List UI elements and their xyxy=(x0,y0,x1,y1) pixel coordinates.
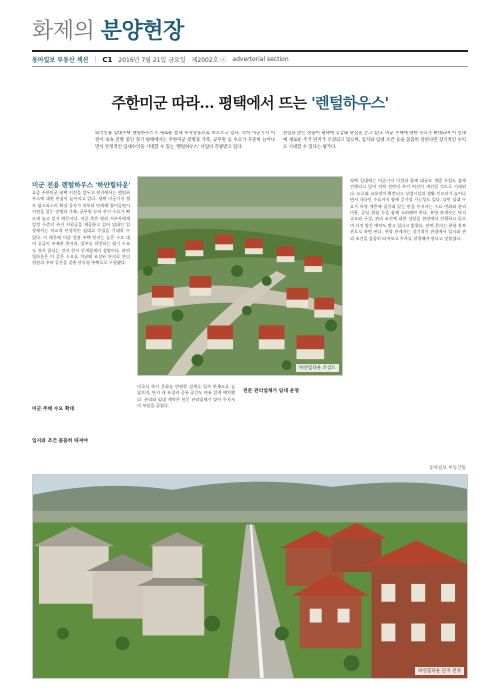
folio-paper: 동아일보 부동산 섹션 xyxy=(32,57,89,64)
midhead-2: 전문 관리업체가 임대 운영 xyxy=(243,389,299,394)
aerial-photo xyxy=(137,176,343,376)
midhead-1: 미군 주택 수요 확대 xyxy=(32,407,75,412)
folio-bar xyxy=(32,53,468,66)
lead-paragraph-left: 외국인용 임대주택 렌털하우스가 새로운 틈새 투자상품으로 떠오르고 있다. 특히 미군기지 이전이 속속 진행 중인 경기 평택에서는 주한미군 장병과 가족, 군무원 등 수요가 꾸준히 늘어나면서 안정적인 임대수익을 기대할 수 있는 '렌털하우스' 사업이 각광받고 있다. xyxy=(95,131,275,150)
title-rule xyxy=(32,50,468,52)
headline-quote: '렌털하우스' xyxy=(311,94,389,112)
folio-page: C1 xyxy=(102,55,113,64)
body-column-b: 미국식 주거 문화를 반영한 설계로 입주 만족도를 높였으며, 단지 내 조경과 공용 공간도 여유 있게 배치했다. 관리와 임대 계약은 전문 관리업체가 맡아 투자자의 부담을 줄였다. xyxy=(137,384,235,409)
section-title-bold: 분양현장 xyxy=(100,19,184,44)
body-column-d: 평택 일대에는 미군기지 이전과 함께 대규모 개발 사업도 함께 진행되고 있어 지역 전반의 주거 여건이 개선될 것으로 기대된다. 도로와 교통망이 확충되고 상업시설과 생활 인프라가 늘어나면서 내국인 수요까지 함께 증가할 가능성도 있다. 다만 임대 수요가 특정 계층에 집중돼 있는 만큼 투자자는 수요 변화와 관리 비용, 공실 위험 등을 함께 고려해야 한다. 분양 관계자는 단지 규모와 구성, 관리 조건에 대한 상담을 현장에서 진행하고 있으며 사전 방문 예약도 받고 있다고 밝혔다. 관련 문의는 분양 홍보관으로 하면 된다. 현장 관계자는 장기적인 관점에서 입지와 관리 조건을 꼼꼼히 따져보고 투자를 결정해야 한다고 덧붙였다. xyxy=(350,178,466,241)
folio-rule xyxy=(32,66,468,67)
estate-photo-caption: 하얀힐타운 단지 전경 xyxy=(415,667,464,675)
subhead: 미군 전용 렌털하우스 '하얀힐타운' xyxy=(32,181,131,189)
lead-paragraph-right: 관심을 받는 상품이 평택에 공급돼 관심을 끌고 있다. 미군 주택에 대한 수요가 확대되며 이 일대에 새로운 주거 단지가 조성되고 있으며, 입지와 임대 조건 등을 꼼꼼히 살핀다면 장기적인 수익도 기대할 수 있다는 평가다. xyxy=(283,131,466,150)
headline xyxy=(32,92,468,113)
body-column-a: 요즘 주한미군 평택 이전을 앞두고 현지에서는 렌털하우스에 대한 관심이 높아지고 있다. 평택 미군기지 캠프 험프리스의 확장 공사가 마무리 단계에 접어들면서 이전을 앞둔 장병과 가족, 군무원 등의 주거 수요가 빠르게 늘고 있기 때문이다. 미군 측은 영외 거주자에게 일정 수준의 주거 지원금을 제공하고 있어 임대인 입장에서는 비교적 안정적인 임대료 수입을 기대할 수 있다. 이 때문에 미군 전용 주택 단지는 높은 수요 대비 공급이 부족한 편이며, 입주를 희망하는 대기 수요도 적지 않다는 것이 현지 중개업계의 설명이다. 하얀힐타운은 이 같은 수요를 겨냥해 조성된 단지로 잔디 정원과 주차 공간을 갖춘 단독형 주택으로 구성됐다. xyxy=(32,190,130,266)
section-title-light: 화제의 xyxy=(32,19,95,44)
folio-separator: | xyxy=(94,56,97,63)
section-title xyxy=(32,14,184,45)
aerial-photo-image xyxy=(138,177,342,375)
folio-tag: advertorial section xyxy=(232,56,289,63)
headline-main: 주한미군 따라… 평택에서 뜨는 xyxy=(111,94,312,112)
folio-date: 2016년 7월 21일 금요일 xyxy=(118,57,186,64)
estate-photo xyxy=(32,474,468,679)
midhead-3: 입지와 조건 꼼꼼히 따져야 xyxy=(32,439,88,444)
byline: 동아일보 부동산팀 xyxy=(429,466,466,471)
folio-issue: 제2002호 ⓢ xyxy=(191,57,227,64)
aerial-photo-caption: 하얀힐타운 조감도 xyxy=(296,364,339,372)
estate-photo-image xyxy=(33,475,467,678)
